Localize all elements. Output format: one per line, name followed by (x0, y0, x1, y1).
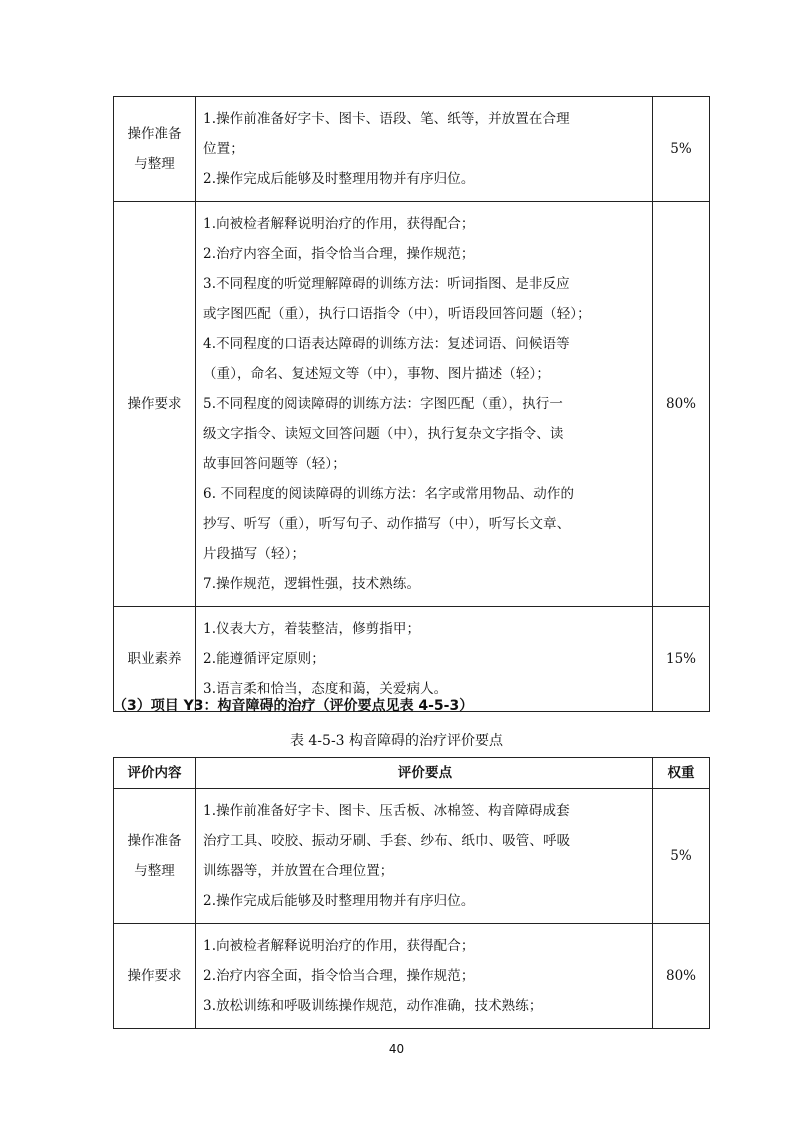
point-line: 1.向被检者解释说明治疗的作用，获得配合； (203, 216, 475, 232)
weight-cell: 80% (653, 202, 710, 607)
point-line: 位置； (203, 141, 244, 157)
category-cell (114, 202, 196, 607)
page-number: 40 (388, 1042, 405, 1056)
table-row (114, 924, 710, 1029)
point-line: 7.操作规范，逻辑性强，技术熟练。 (203, 576, 421, 592)
category-cell (114, 924, 196, 1029)
table-row (114, 97, 710, 202)
point-line: 2.操作完成后能够及时整理用物并有序归位。 (203, 893, 475, 909)
point-line: 治疗工具、咬胶、振动牙刷、手套、纱布、纸巾、吸管、呼吸 (203, 833, 571, 849)
weight-cell: 80% (653, 924, 710, 1029)
category-text: 与整理 (134, 156, 175, 172)
header-cell: 评价内容 (114, 758, 196, 789)
point-line: 1.仪表大方，着装整洁，修剪指甲； (203, 621, 421, 637)
point-line: 2.治疗内容全面，指令恰当合理，操作规范； (203, 246, 475, 262)
point-line: 2.操作完成后能够及时整理用物并有序归位。 (203, 171, 475, 187)
point-line: 3.不同程度的听觉理解障碍的训练方法：听词指图、是非反应 (203, 276, 570, 292)
section-heading: （3）项目 Y3：构音障碍的治疗（评价要点见表 4-5-3） (113, 698, 474, 714)
category-text: 操作要求 (127, 396, 182, 412)
table-caption: 表 4-5-3 构音障碍的治疗评价要点 (289, 733, 504, 749)
weight-cell: 5% (653, 789, 710, 924)
point-line: 3.放松训练和呼吸训练操作规范，动作准确，技术熟练； (203, 998, 543, 1014)
points-cell (196, 202, 653, 607)
point-line: 训练器等，并放置在合理位置； (203, 863, 394, 879)
table-row (114, 789, 710, 924)
point-line: 2.能遵循评定原则； (203, 651, 325, 667)
evaluation-table-4-5-3 (113, 757, 710, 1029)
weight-cell: 15% (653, 607, 710, 712)
points-cell (196, 789, 653, 924)
category-text: 操作要求 (127, 968, 182, 984)
category-text: 与整理 (134, 863, 175, 879)
evaluation-table-y2 (113, 96, 710, 712)
point-line: 抄写、听写（重），听写句子、动作描写（中），听写长文章、 (203, 516, 571, 532)
point-line: 故事回答问题等（轻）； (203, 456, 346, 472)
point-line: 1.操作前准备好字卡、图卡、压舌板、冰棉签、构音障碍成套 (203, 803, 570, 819)
category-text: 职业素养 (127, 651, 182, 667)
point-line: 3.语言柔和恰当，态度和蔼，关爱病人。 (203, 681, 448, 697)
category-cell (114, 789, 196, 924)
point-line: 4.不同程度的口语表达障碍的训练方法：复述词语、问候语等 (203, 336, 570, 352)
point-line: 2.治疗内容全面，指令恰当合理，操作规范； (203, 968, 475, 984)
point-line: 5.不同程度的阅读障碍的训练方法：字图匹配（重），执行一 (203, 396, 563, 412)
header-cell: 评价要点 (196, 758, 653, 789)
point-line: 1.向被检者解释说明治疗的作用，获得配合； (203, 938, 475, 954)
table-header-row (114, 758, 710, 789)
weight-cell: 5% (653, 97, 710, 202)
point-line: 或字图匹配（重），执行口语指令（中），听语段回答问题（轻）； (203, 306, 591, 322)
point-line: （重），命名、复述短文等（中），事物、图片描述（轻）； (203, 366, 550, 382)
point-line: 6. 不同程度的阅读障碍的训练方法：名字或常用物品、动作的 (203, 486, 575, 502)
points-cell (196, 97, 653, 202)
header-cell: 权重 (653, 758, 710, 789)
points-cell (196, 924, 653, 1029)
table-row (114, 202, 710, 607)
category-text: 操作准备 (127, 126, 182, 142)
point-line: 片段描写（轻）； (203, 546, 306, 562)
category-cell (114, 97, 196, 202)
point-line: 1.操作前准备好字卡、图卡、语段、笔、纸等，并放置在合理 (203, 111, 570, 127)
point-line: 级文字指令、读短文回答问题（中），执行复杂文字指令、读 (203, 426, 564, 442)
category-text: 操作准备 (127, 833, 182, 849)
